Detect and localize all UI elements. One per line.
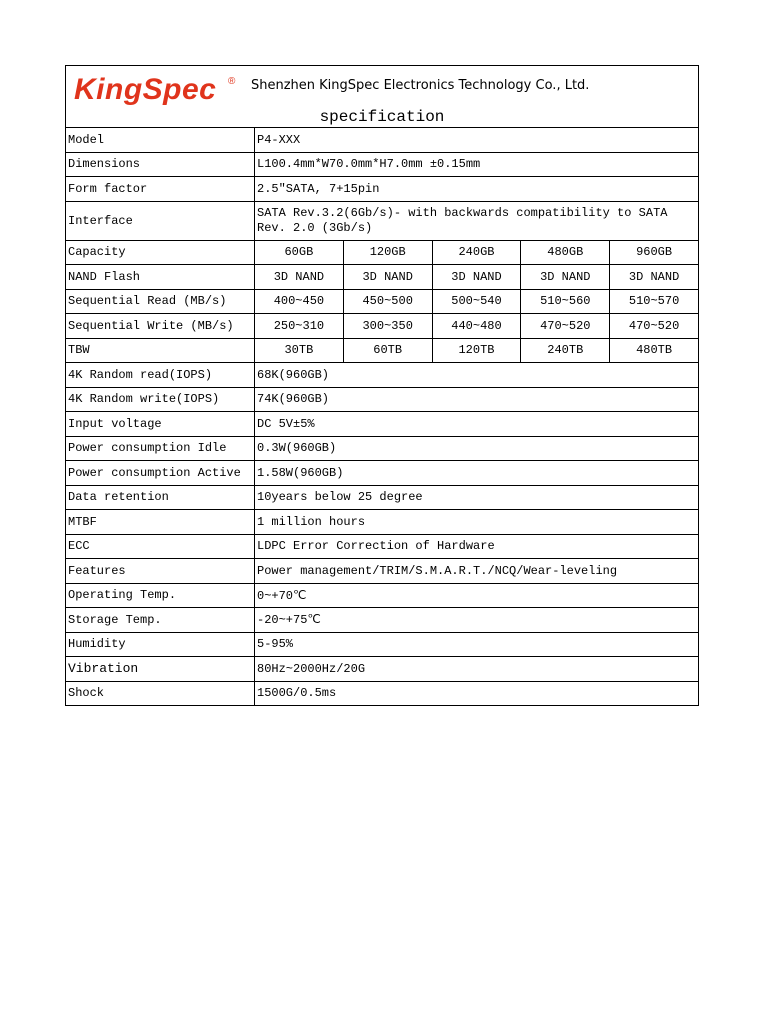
company-name: Shenzhen KingSpec Electronics Technology Co., Ltd. — [251, 78, 590, 93]
row-label: Input voltage — [66, 412, 255, 437]
nand-cell: 3D NAND — [343, 265, 432, 290]
spec-table — [65, 127, 699, 706]
seq-read-cell: 510~560 — [521, 289, 610, 314]
capacity-cell: 240GB — [432, 240, 521, 265]
row-value: -20~+75℃ — [255, 608, 699, 633]
capacity-cell: 960GB — [610, 240, 699, 265]
row-value: P4-XXX — [255, 128, 699, 153]
row-value: 74K(960GB) — [255, 387, 699, 412]
tbw-cell: 60TB — [343, 338, 432, 363]
row-label: MTBF — [66, 510, 255, 535]
table-row — [66, 681, 699, 706]
row-label: Operating Temp. — [66, 583, 255, 608]
seq-write-cell: 440~480 — [432, 314, 521, 339]
row-value: SATA Rev.3.2(6Gb/s)- with backwards compatibility to SATA Rev. 2.0 (3Gb/s) — [255, 201, 699, 240]
row-value: 1 million hours — [255, 510, 699, 535]
seq-read-cell: 500~540 — [432, 289, 521, 314]
row-label: NAND Flash — [66, 265, 255, 290]
table-row — [66, 314, 699, 339]
row-label: 4K Random write(IOPS) — [66, 387, 255, 412]
row-label: Form factor — [66, 177, 255, 202]
row-value: 10years below 25 degree — [255, 485, 699, 510]
row-label: Capacity — [66, 240, 255, 265]
table-row — [66, 363, 699, 388]
row-label: ECC — [66, 534, 255, 559]
row-label: Features — [66, 559, 255, 584]
tbw-cell: 480TB — [610, 338, 699, 363]
kingspec-logo: KingSpec — [74, 73, 217, 106]
seq-read-cell: 400~450 — [255, 289, 344, 314]
sheet-header — [65, 65, 699, 127]
seq-write-cell: 250~310 — [255, 314, 344, 339]
tbw-cell: 120TB — [432, 338, 521, 363]
table-row — [66, 436, 699, 461]
table-row — [66, 201, 699, 240]
table-row — [66, 510, 699, 535]
row-label: Power consumption Idle — [66, 436, 255, 461]
row-label: Model — [66, 128, 255, 153]
capacity-cell: 120GB — [343, 240, 432, 265]
table-row — [66, 152, 699, 177]
row-label: Dimensions — [66, 152, 255, 177]
row-label: Interface — [66, 201, 255, 240]
table-row — [66, 387, 699, 412]
row-label: TBW — [66, 338, 255, 363]
table-row — [66, 632, 699, 657]
seq-read-cell: 510~570 — [610, 289, 699, 314]
table-row — [66, 128, 699, 153]
row-label: Shock — [66, 681, 255, 706]
row-value: 1.58W(960GB) — [255, 461, 699, 486]
table-row — [66, 338, 699, 363]
table-row — [66, 240, 699, 265]
row-label: Humidity — [66, 632, 255, 657]
table-row — [66, 657, 699, 682]
row-label: Sequential Read (MB/s) — [66, 289, 255, 314]
row-value: 0.3W(960GB) — [255, 436, 699, 461]
row-label: 4K Random read(IOPS) — [66, 363, 255, 388]
row-label: Power consumption Active — [66, 461, 255, 486]
nand-cell: 3D NAND — [255, 265, 344, 290]
nand-cell: 3D NAND — [610, 265, 699, 290]
row-value: 1500G/0.5ms — [255, 681, 699, 706]
row-value: LDPC Error Correction of Hardware — [255, 534, 699, 559]
table-row — [66, 177, 699, 202]
row-value: 5-95% — [255, 632, 699, 657]
row-label: Sequential Write (MB/s) — [66, 314, 255, 339]
table-row — [66, 461, 699, 486]
seq-read-cell: 450~500 — [343, 289, 432, 314]
row-value: Power management/TRIM/S.M.A.R.T./NCQ/Wear-leveling — [255, 559, 699, 584]
row-value: DC 5V±5% — [255, 412, 699, 437]
capacity-cell: 480GB — [521, 240, 610, 265]
table-row — [66, 608, 699, 633]
capacity-cell: 60GB — [255, 240, 344, 265]
table-row — [66, 412, 699, 437]
tbw-cell: 30TB — [255, 338, 344, 363]
table-row — [66, 534, 699, 559]
table-row — [66, 583, 699, 608]
row-value: 80Hz~2000Hz/20G — [255, 657, 699, 682]
spec-sheet — [65, 65, 699, 706]
seq-write-cell: 470~520 — [521, 314, 610, 339]
nand-cell: 3D NAND — [521, 265, 610, 290]
table-row — [66, 485, 699, 510]
registered-mark: ® — [228, 76, 236, 87]
table-row — [66, 265, 699, 290]
row-label: Vibration — [66, 657, 255, 682]
row-value: L100.4mm*W70.0mm*H7.0mm ±0.15mm — [255, 152, 699, 177]
seq-write-cell: 300~350 — [343, 314, 432, 339]
nand-cell: 3D NAND — [432, 265, 521, 290]
row-value: 0~+70℃ — [255, 583, 699, 608]
row-label: Data retention — [66, 485, 255, 510]
row-label: Storage Temp. — [66, 608, 255, 633]
table-row — [66, 559, 699, 584]
table-row — [66, 289, 699, 314]
row-value: 68K(960GB) — [255, 363, 699, 388]
tbw-cell: 240TB — [521, 338, 610, 363]
row-value: 2.5"SATA, 7+15pin — [255, 177, 699, 202]
seq-write-cell: 470~520 — [610, 314, 699, 339]
page-title: specification — [319, 108, 445, 126]
